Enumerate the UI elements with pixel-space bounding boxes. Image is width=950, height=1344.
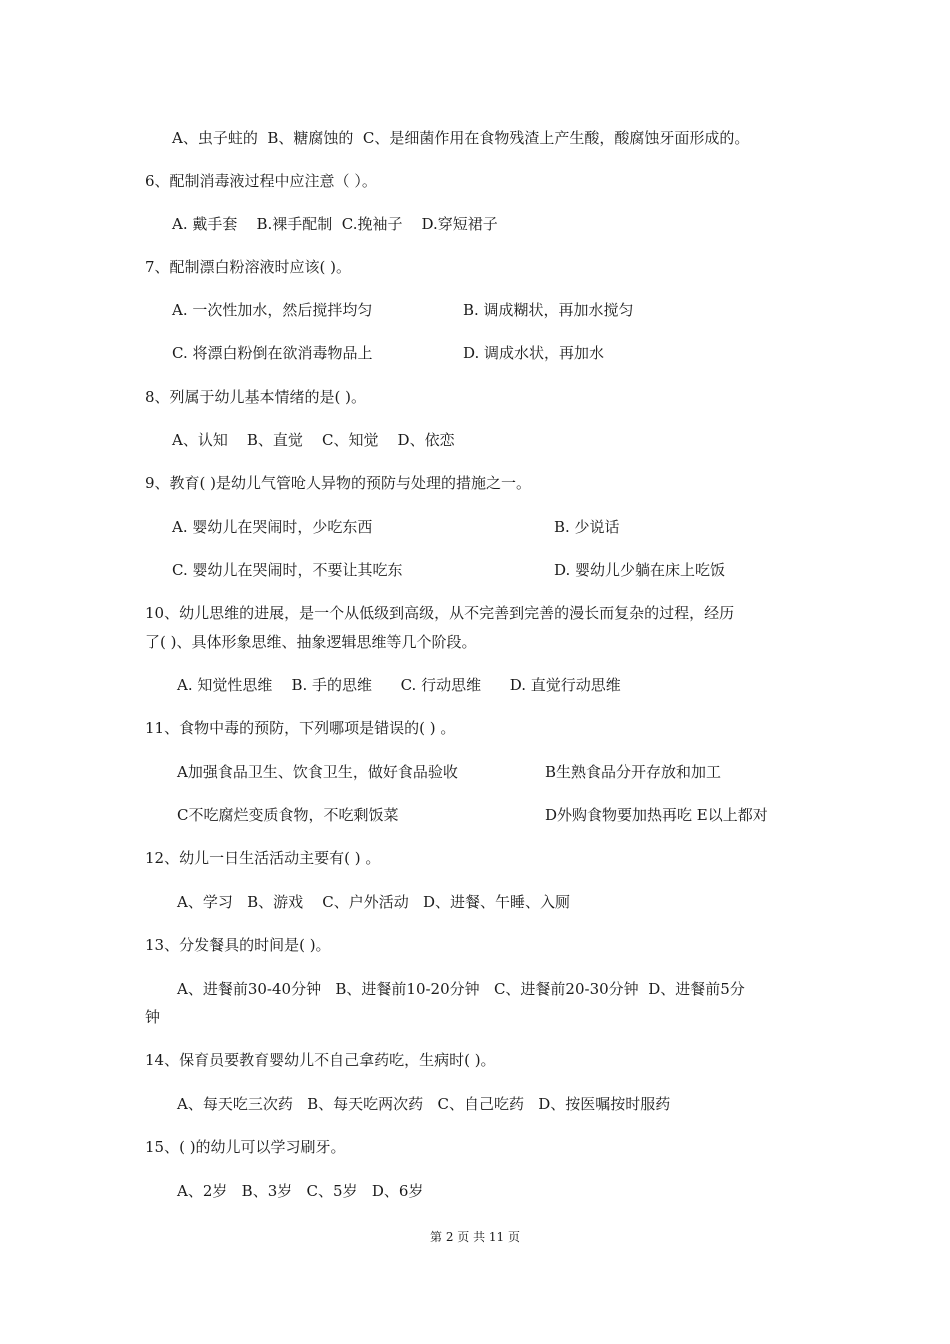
q13-options-wrap: 钟: [145, 1008, 161, 1026]
q9-option-a: A. 婴幼儿在哭闹时，少吃东西: [172, 518, 373, 536]
q6-options: A. 戴手套 B.裸手配制 C.挽袖子 D.穿短裙子: [172, 215, 498, 233]
q7-option-a: A. 一次性加水，然后搅拌均匀: [172, 301, 373, 319]
page-footer: 第 2 页 共 11 页: [430, 1230, 520, 1244]
q11-question: 11、食物中毒的预防，下列哪项是错误的( ) 。: [145, 719, 456, 737]
q9-option-d: D. 婴幼儿少躺在床上吃饭: [554, 561, 726, 579]
q12-question: 12、幼儿一日生活活动主要有( ) 。: [145, 849, 381, 867]
q10-options: A. 知觉性思维 B. 手的思维 C. 行动思维 D. 直觉行动思维: [177, 676, 621, 694]
q14-options: A、每天吃三次药 B、每天吃两次药 C、自己吃药 D、按医嘱按时服药: [177, 1095, 671, 1113]
q11-option-c: C不吃腐烂变质食物，不吃剩饭菜: [177, 806, 399, 824]
q7-option-c: C. 将漂白粉倒在欲消毒物品上: [172, 344, 373, 362]
q7-question: 7、配制漂白粉溶液时应该( )。: [145, 258, 352, 276]
q12-options: A、学习 B、游戏 C、户外活动 D、进餐、午睡、入厕: [177, 893, 571, 911]
q9-option-c: C. 婴幼儿在哭闹时，不要让其吃东: [172, 561, 403, 579]
q15-question: 15、( )的幼儿可以学习刷牙。: [145, 1138, 346, 1156]
q5-options: A、虫子蛀的 B、糖腐蚀的 C、是细菌作用在食物残渣上产生酸，酸腐蚀牙面形成的。: [172, 129, 750, 147]
q6-question: 6、配制消毒液过程中应注意（ ）。: [145, 172, 377, 190]
q15-options: A、2岁 B、3岁 C、5岁 D、6岁: [177, 1182, 424, 1200]
q9-option-b: B. 少说话: [554, 518, 620, 536]
q13-question: 13、分发餐具的时间是( )。: [145, 936, 331, 954]
q10-question-line1: 10、幼儿思维的进展，是一个从低级到高级，从不完善到完善的漫长而复杂的过程，经历: [145, 604, 735, 622]
q14-question: 14、保育员要教育婴幼儿不自己拿药吃，生病时( )。: [145, 1051, 496, 1069]
q13-options: A、进餐前30-40分钟 B、进餐前10-20分钟 C、进餐前20-30分钟 D、进餐前5分: [177, 980, 745, 998]
q9-question: 9、教育( )是幼儿气管呛人异物的预防与处理的措施之一。: [145, 474, 532, 492]
q11-option-a: A加强食品卫生、饮食卫生，做好食品验收: [177, 763, 458, 781]
q7-option-b: B. 调成糊状，再加水搅匀: [463, 301, 634, 319]
q7-option-d: D. 调成水状，再加水: [463, 344, 605, 362]
q8-question: 8、列属于幼儿基本情绪的是( )。: [145, 388, 367, 406]
q8-options: A、认知 B、直觉 C、知觉 D、依恋: [172, 431, 455, 449]
q10-question-line2: 了( )、具体形象思维、抽象逻辑思维等几个阶段。: [145, 633, 477, 651]
q11-option-b: B生熟食品分开存放和加工: [545, 763, 722, 781]
q11-option-de: D外购食物要加热再吃 E以上都对: [545, 806, 768, 824]
